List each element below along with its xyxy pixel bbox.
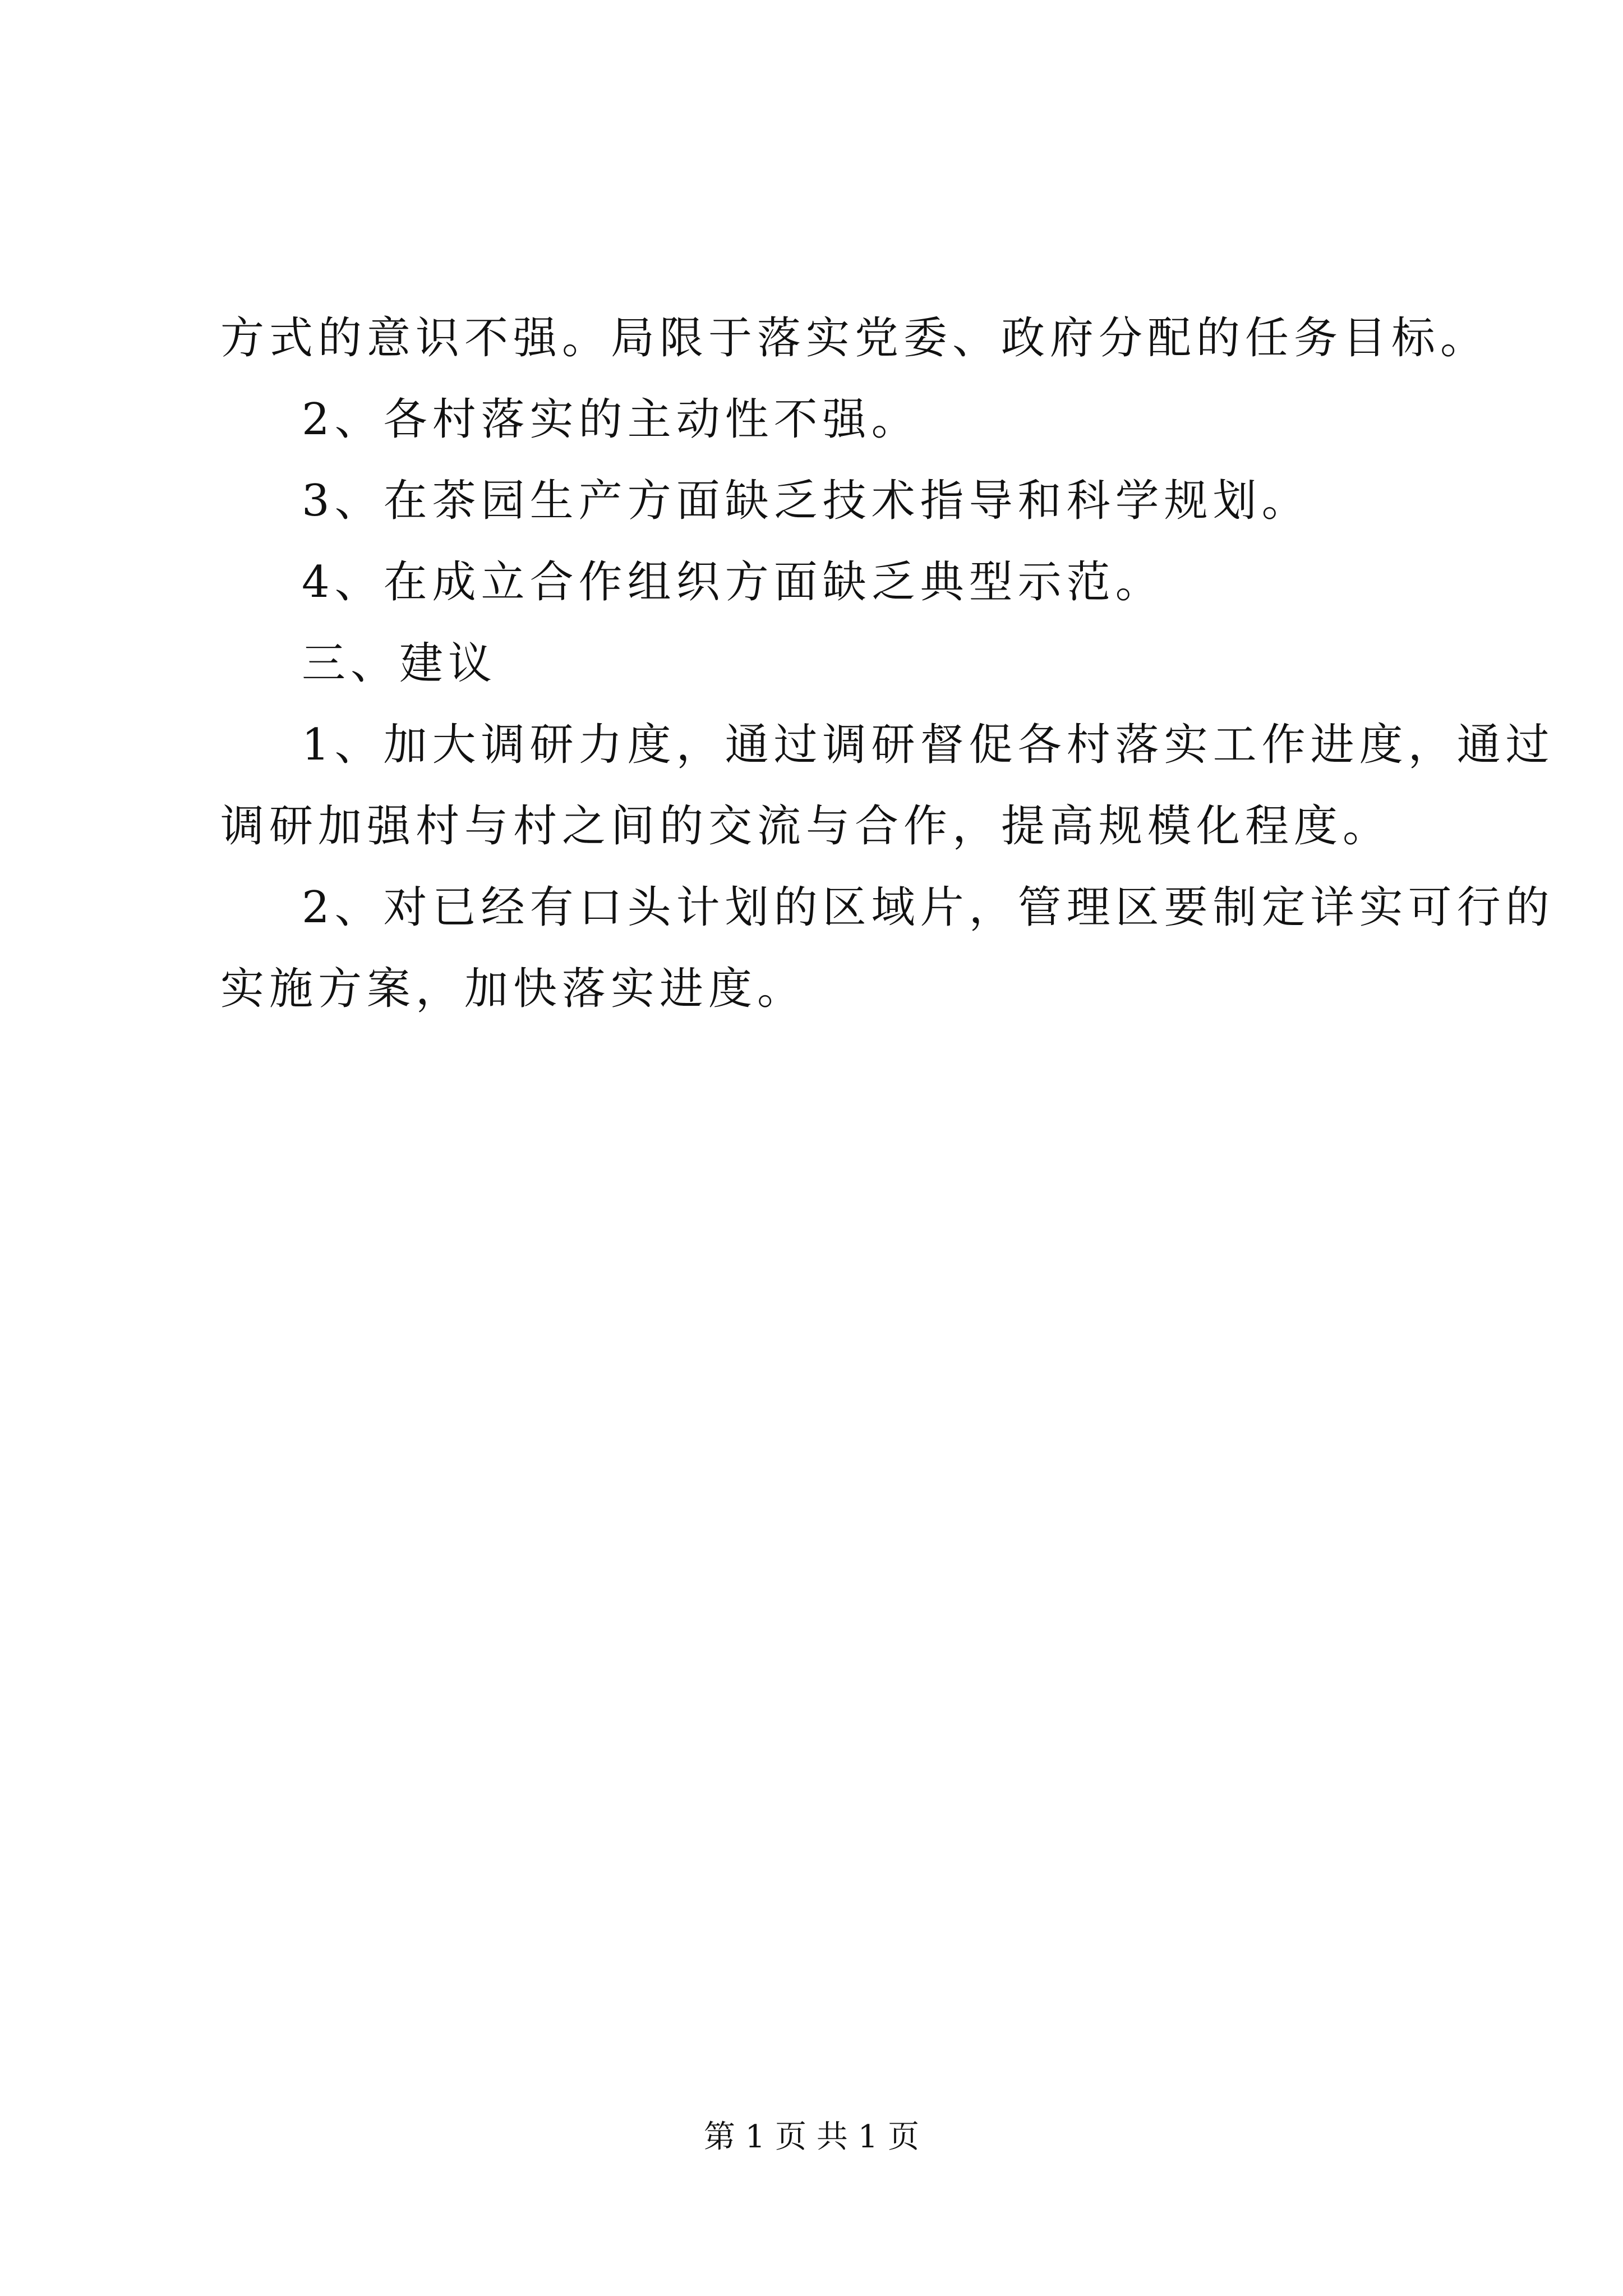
page-number-footer: 第 1 页 共 1 页 — [703, 2119, 920, 2155]
paragraph-line: 实施方案，加快落实进度。 — [220, 964, 806, 1014]
paragraph-line: 2、各村落实的主动性不强。 — [302, 394, 920, 445]
paragraph-line: 4、在成立合作组织方面缺乏典型示范。 — [302, 557, 1164, 608]
paragraph-line: 1、加大调研力度，通过调研督促各村落实工作进度，通过 — [302, 720, 1555, 770]
paragraph-line: 方式的意识不强。局限于落实党委、政府分配的任务目标。 — [220, 313, 1490, 364]
paragraph-line: 调研加强村与村之间的交流与合作，提高规模化程度。 — [220, 801, 1392, 852]
section-heading: 三、建议 — [302, 638, 497, 689]
paragraph-line: 2、对已经有口头计划的区域片，管理区要制定详实可行的 — [302, 882, 1555, 933]
paragraph-line: 3、在茶园生产方面缺乏技术指导和科学规划。 — [302, 476, 1311, 526]
